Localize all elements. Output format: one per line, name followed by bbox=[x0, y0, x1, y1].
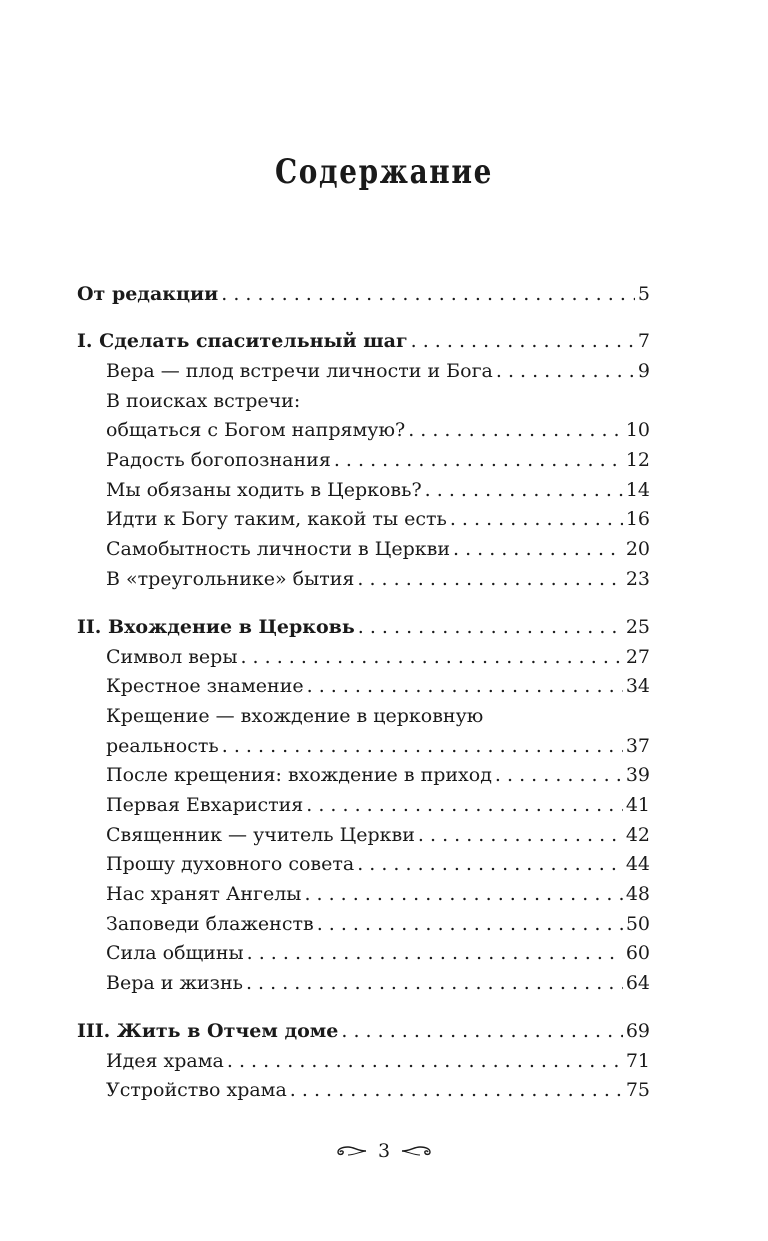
toc-entry[interactable] bbox=[106, 642, 650, 672]
toc-entry-label: Крещение — вхождение в церковную bbox=[106, 705, 484, 727]
toc-entry-label: Идти к Богу таким, какой ты есть bbox=[106, 508, 447, 530]
page-footer bbox=[0, 1140, 768, 1162]
toc-entry[interactable] bbox=[77, 279, 650, 309]
toc-entry[interactable] bbox=[106, 968, 650, 998]
toc-entry[interactable] bbox=[106, 534, 650, 564]
toc-entry-page: 64 bbox=[625, 972, 650, 994]
toc-entry-label: Самобытность личности в Церкви bbox=[106, 538, 450, 560]
toc-entry-page: 34 bbox=[625, 675, 650, 697]
dot-leader bbox=[341, 1016, 622, 1046]
toc-entry[interactable] bbox=[106, 1075, 650, 1105]
toc-entry[interactable] bbox=[106, 445, 650, 475]
toc-entry-page: 9 bbox=[637, 360, 650, 382]
toc-entry-page: 10 bbox=[625, 419, 650, 441]
dot-leader bbox=[418, 820, 623, 850]
toc-entry-label: В «треугольнике» бытия bbox=[106, 568, 355, 590]
dot-leader bbox=[358, 612, 623, 642]
toc-entry-label: Символ веры bbox=[106, 646, 238, 668]
dot-leader bbox=[408, 415, 623, 445]
dot-leader bbox=[496, 356, 635, 386]
toc-entry[interactable] bbox=[106, 564, 650, 594]
toc-entry[interactable] bbox=[77, 326, 650, 356]
dot-leader bbox=[306, 790, 623, 820]
toc-entry[interactable] bbox=[106, 760, 650, 790]
toc-entry[interactable] bbox=[106, 671, 650, 701]
dot-leader bbox=[290, 1075, 623, 1105]
toc-entry-label: Радость богопознания bbox=[106, 449, 331, 471]
toc-entry[interactable] bbox=[106, 820, 650, 850]
page-number: 3 bbox=[377, 1140, 391, 1162]
left-ornament-icon bbox=[332, 1144, 368, 1158]
toc-entry[interactable] bbox=[106, 849, 650, 879]
dot-leader bbox=[304, 879, 622, 909]
dot-leader bbox=[357, 564, 622, 594]
toc-entry-label: После крещения: вхождение в приход bbox=[106, 764, 492, 786]
toc-entry-label: Заповеди блаженств bbox=[106, 913, 314, 935]
dot-leader bbox=[222, 731, 623, 761]
dot-leader bbox=[334, 445, 623, 475]
toc-entry-label: Крестное знамение bbox=[106, 675, 304, 697]
toc-entry-page: 75 bbox=[625, 1079, 650, 1101]
toc-entry-page: 25 bbox=[625, 616, 650, 638]
toc-entry-label: Сила общины bbox=[106, 942, 244, 964]
dot-leader bbox=[411, 326, 635, 356]
toc-entry-page: 5 bbox=[637, 283, 650, 305]
toc-entry-page: 16 bbox=[625, 508, 650, 530]
toc-entry-label: Нас хранят Ангелы bbox=[106, 883, 302, 905]
toc-entry-page: 20 bbox=[625, 538, 650, 560]
toc-entry[interactable] bbox=[106, 475, 650, 505]
toc-entry[interactable] bbox=[106, 415, 650, 445]
toc-entry-page: 27 bbox=[625, 646, 650, 668]
toc-entry-label: Вера и жизнь bbox=[106, 972, 243, 994]
toc-entry-label: реальность bbox=[106, 735, 219, 757]
toc-entry[interactable] bbox=[106, 879, 650, 909]
toc-entry[interactable] bbox=[106, 731, 650, 761]
toc-entry[interactable] bbox=[106, 386, 650, 416]
dot-leader bbox=[425, 475, 623, 505]
toc-entry-label: Идея храма bbox=[106, 1050, 224, 1072]
dot-leader bbox=[240, 642, 622, 672]
toc-entry[interactable] bbox=[106, 938, 650, 968]
dot-leader bbox=[357, 849, 623, 879]
toc-entry[interactable] bbox=[106, 909, 650, 939]
page-title: Содержание bbox=[274, 152, 494, 192]
toc-entry-page: 42 bbox=[625, 824, 650, 846]
toc-entry[interactable] bbox=[106, 1046, 650, 1076]
dot-leader bbox=[227, 1046, 623, 1076]
toc-entry-page: 37 bbox=[625, 735, 650, 757]
dot-leader bbox=[495, 760, 623, 790]
toc-entry[interactable] bbox=[106, 701, 650, 731]
toc-entry-page: 7 bbox=[637, 330, 650, 352]
toc-entry-label: общаться с Богом напрямую? bbox=[106, 419, 406, 441]
toc-entry-page: 44 bbox=[625, 853, 650, 875]
toc-entry-page: 71 bbox=[625, 1050, 650, 1072]
toc-entry[interactable] bbox=[77, 612, 650, 642]
toc-entry-page: 39 bbox=[625, 764, 650, 786]
toc-entry-label: Священник — учитель Церкви bbox=[106, 824, 415, 846]
toc-entry[interactable] bbox=[106, 504, 650, 534]
dot-leader bbox=[221, 279, 635, 309]
toc-entry[interactable] bbox=[106, 356, 650, 386]
toc-entry-label: III. Жить в Отчем доме bbox=[77, 1020, 339, 1042]
toc-entry-label: Устройство храма bbox=[106, 1079, 287, 1101]
toc-entry-page: 12 bbox=[625, 449, 650, 471]
dot-leader bbox=[246, 968, 623, 998]
toc-entry-page: 60 bbox=[625, 942, 650, 964]
toc-entry-label: В поисках встречи: bbox=[106, 390, 301, 412]
toc-entry-page: 50 bbox=[625, 913, 650, 935]
right-ornament-icon bbox=[400, 1144, 436, 1158]
toc-entry[interactable] bbox=[106, 790, 650, 820]
dot-leader bbox=[317, 909, 623, 939]
toc-entry-label: Вера — плод встречи личности и Бога bbox=[106, 360, 493, 382]
toc-entry-label: От редакции bbox=[77, 283, 219, 305]
toc-entry-label: Первая Евхаристия bbox=[106, 794, 304, 816]
toc-entry[interactable] bbox=[77, 1016, 650, 1046]
toc-entry-page: 14 bbox=[625, 479, 650, 501]
toc-entry-page: 41 bbox=[625, 794, 650, 816]
toc-entry-label: Прошу духовного совета bbox=[106, 853, 355, 875]
dot-leader bbox=[247, 938, 623, 968]
toc-entry-label: II. Вхождение в Церковь bbox=[77, 616, 355, 638]
dot-leader bbox=[307, 671, 623, 701]
toc-entry-page: 23 bbox=[625, 568, 650, 590]
toc-entry-label: I. Сделать спасительный шаг bbox=[77, 330, 408, 352]
toc-entry-page: 48 bbox=[625, 883, 650, 905]
toc-entry-page: 69 bbox=[625, 1020, 650, 1042]
dot-leader bbox=[450, 504, 623, 534]
dot-leader bbox=[453, 534, 623, 564]
toc-entry-label: Мы обязаны ходить в Церковь? bbox=[106, 479, 422, 501]
